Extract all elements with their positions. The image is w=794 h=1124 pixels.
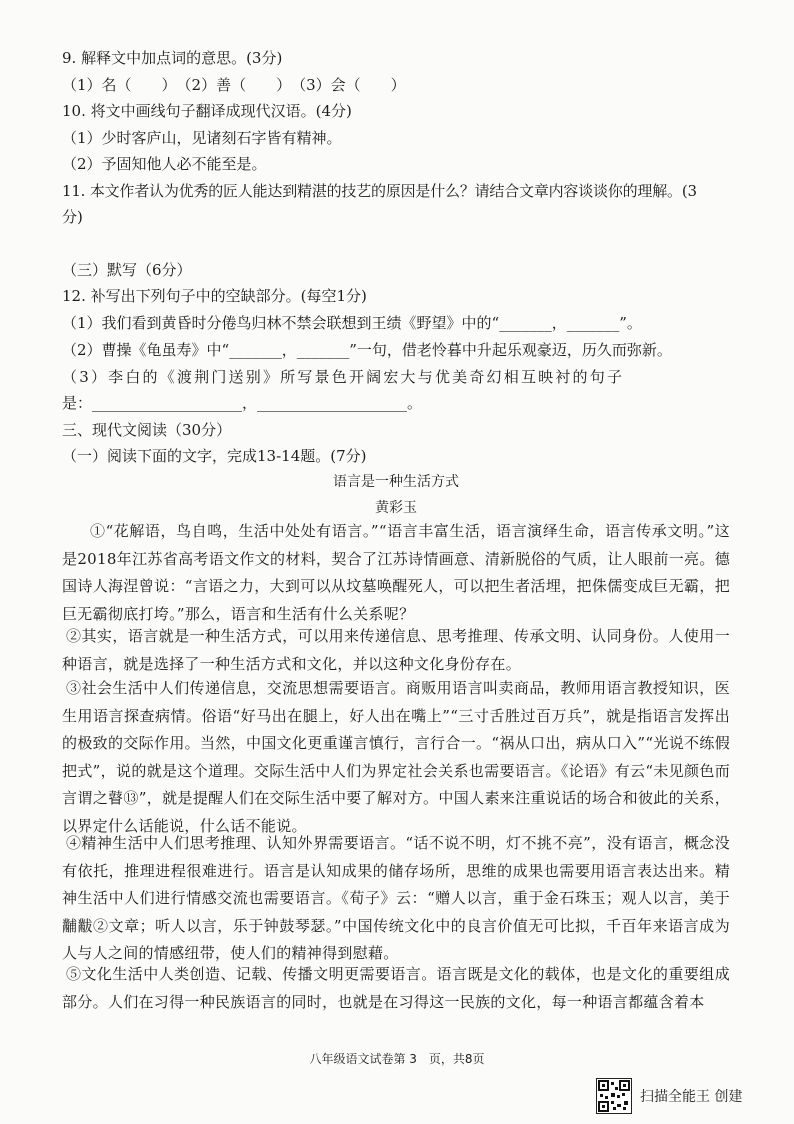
q10-question: 10. 将文中画线句子翻译成现代汉语。(4分) xyxy=(62,102,352,120)
article-paragraph-1: ①“花解语，鸟自鸣，生活中处处有语言。”“语言丰富生活，语言演绎生命，语言传承文明。”这是2018年江苏省高考语文作文的材料，契合了江苏诗情画意、清新脱俗的气质，让人眼前一亮。德国诗人海涅曾说：“言语之力，大到可以从坟墓唤醒死人，可以把生者活埋，把侏儒变成巨无霸，把巨无霸彻底打垮。”那么，语言和生活有什么关系呢？ xyxy=(62,522,730,623)
page-footer: 八年级语文试卷第 3 页，共8页 xyxy=(309,1052,485,1066)
article-paragraph-2: ②其实，语言就是一种生活方式，可以用来传递信息、思考推理、传承文明、认同身份。人使用一种语言，就是选择了一种生活方式和文化，并以这种文化身份存在。 xyxy=(62,627,730,673)
q12-item-3a: （3）李白的《渡荆门送别》所写景色开阔宏大与优美奇幻相互映衬的句子 xyxy=(62,368,625,386)
article-paragraph-3: ③社会生活中人们传递信息，交流思想需要语言。商贩用语言叫卖商品，教师用语言教授知识，医生用语言探查病情。俗语“好马出在腿上，好人出在嘴上”“三寸舌胜过百万兵”，就是指语言发挥出的极致的交际作用。当然，中国文化更重谨言慎行，言行合一。“祸从口出，病从口入”“光说不练假把式”，说的就是这个道理。交际生活中人们为界定社会关系也需要语言。《论语》有云“未见颜色而言谓之瞽⑬”，就是提醒人们在交际生活中要了解对方。中国人素来注重说话的场合和彼此的关系，以界定什么话能说，什么话不能说。 xyxy=(62,679,730,835)
q11-line-2: 分) xyxy=(62,208,83,226)
q12-item-1: （1）我们看到黄昏时分倦鸟归林不禁会联想到王绩《野望》中的“_______，_______”。 xyxy=(62,314,642,332)
article-author: 黄彩玉 xyxy=(375,500,417,516)
article-title: 语言是一种生活方式 xyxy=(333,474,459,490)
section-dictation-heading: （三）默写（6分） xyxy=(62,261,192,279)
part3-subheading: （一）阅读下面的文字，完成13-14题。(7分) xyxy=(62,447,367,465)
q11-line-1: 11. 本文作者认为优秀的匠人能达到精湛的技艺的原因是什么？请结合文章内容谈谈你的理解。(3 xyxy=(62,182,697,200)
part3-heading: 三、现代文阅读（30分） xyxy=(62,421,232,439)
article-paragraph-4: ④精神生活中人们思考推理、认知外界需要语言。“话不说不明，灯不挑不亮”，没有语言，概念没有依托，推理进程很难进行。语言是认知成果的储存场所，思维的成果也需要用语言表达出来。精神生活中人们进行情感交流也需要语言。《荀子》云：“赠人以言，重于金石珠玉；观人以言，美于黼黻②文章；听人以言，乐于钟鼓琴瑟。”中国传统文化中的良言价值无可比拟，千百年来语言成为人与人之间的情感纽带，使人们的精神得到慰藉。 xyxy=(62,834,730,962)
qr-code-icon xyxy=(596,1078,632,1114)
article-paragraph-5: ⑤文化生活中人类创造、记载、传播文明更需要语言。语言既是文化的载体，也是文化的重要组成部分。人们在习得一种民族语言的同时，也就是在习得这一民族的文化，每一种语言都蕴含着本 xyxy=(62,965,730,1011)
q12-item-2: （2）曹操《龟虽寿》中“_______，_______”一句，借老怜暮中升起乐观豪迈，历久而弥新。 xyxy=(62,341,672,359)
scanner-watermark xyxy=(596,1076,786,1116)
q10-sentence-2: （2）予固知他人必不能至是。 xyxy=(62,155,267,173)
q9-blanks: （1）名（ ） （2）善（ ） （3）会（ ） xyxy=(62,76,406,94)
q12-question: 12. 补写出下列句子中的空缺部分。(每空1分) xyxy=(62,287,367,305)
watermark-text: 扫描全能王 创建 xyxy=(640,1089,743,1105)
q12-item-3b: 是：____________________，____________________。 xyxy=(62,394,423,412)
q9-question: 9. 解释文中加点词的意思。(3分) xyxy=(62,49,283,67)
q10-sentence-1: （1）少时客庐山，见诸刻石字皆有精神。 xyxy=(62,129,342,147)
